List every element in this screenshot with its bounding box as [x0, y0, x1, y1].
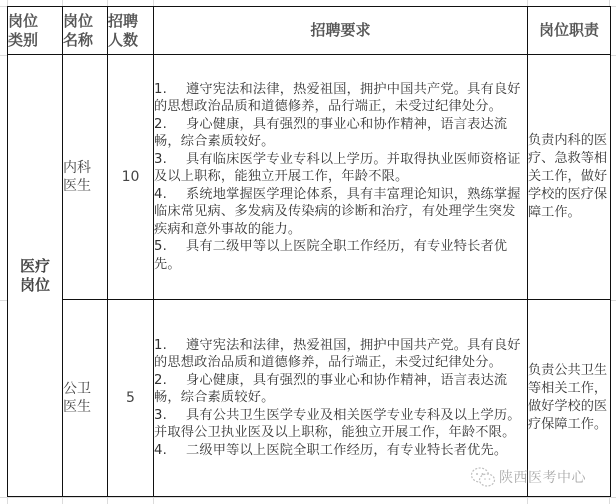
table-row: [8, 55, 611, 300]
header-post-name-line1: 岗位: [63, 11, 94, 30]
post-name-line2: 医生: [63, 178, 91, 194]
requirement-item: [154, 442, 527, 460]
post-name-cell: [63, 300, 108, 497]
requirement-number: 2.: [154, 116, 167, 132]
count-cell: 5: [108, 300, 154, 497]
category-line1: 医疗: [19, 256, 50, 275]
requirement-number: 1.: [154, 337, 167, 353]
requirement-item: [154, 116, 527, 151]
post-name-line1: 内科: [63, 160, 91, 176]
requirement-text: 具有公共卫生医学专业及相关医学专业专科及以上学历。并取得公卫执业医及以上职称，能独立开展工作，年龄不限。: [154, 407, 521, 441]
header-count: [108, 7, 154, 55]
post-name-line2: 医生: [63, 399, 91, 415]
header-category: [8, 7, 63, 55]
duties-cell: 负责内科的医疗、急救等相关工作，做好学校的医疗保障工作。: [528, 55, 611, 300]
requirement-text: 系统地掌握医学理论体系，具有丰富理论知识，熟练掌握临床常见病、多发病及传染病的诊断和治疗，有处理学生突发疾病和意外事故的能力。: [154, 186, 521, 237]
header-duties: 岗位职责: [528, 7, 611, 55]
requirement-text: 二级甲等以上医院全职工作经历，有专业特长者优先。: [186, 442, 508, 458]
header-post-name-line2: 名称: [63, 30, 94, 49]
requirement-number: 3.: [154, 407, 167, 423]
requirement-item: [154, 151, 527, 186]
gridline: [0, 497, 616, 498]
header-row: [8, 7, 611, 55]
requirement-number: 5.: [154, 239, 167, 255]
requirement-text: 身心健康，具有强烈的事业心和协作精神，语言表达流畅，综合素质较好。: [154, 372, 508, 406]
requirement-item: [154, 81, 527, 116]
header-category-line2: 类别: [8, 30, 39, 49]
requirement-number: 1.: [154, 81, 167, 97]
category-line2: 岗位: [19, 275, 50, 294]
requirement-number: 4.: [154, 186, 167, 202]
header-post-name: [63, 7, 108, 55]
category-cell: [8, 55, 63, 497]
requirement-number: 2.: [154, 372, 167, 388]
requirement-item: [154, 407, 527, 442]
requirement-number: 4.: [154, 442, 167, 458]
post-name-line1: 公卫: [63, 381, 91, 397]
requirement-item: [154, 186, 527, 239]
requirement-text: 遵守宪法和法律，热爱祖国，拥护中国共产党。具有良好的思想政治品质和道德修养，品行端正，未受过纪律处分。: [154, 81, 521, 115]
header-count-line2: 人数: [108, 30, 139, 49]
requirement-text: 遵守宪法和法律，热爱祖国，拥护中国共产党。具有良好的思想政治品质和道德修养，品行端正，未受过纪律处分。: [154, 337, 521, 371]
header-category-line1: 岗位: [8, 11, 39, 30]
requirement-text: 具有临床医学专业专科以上学历。并取得执业医师资格证及以上职称，能独立开展工作，年龄不限。: [154, 151, 521, 185]
requirement-item: [154, 238, 527, 273]
header-requirements: 招聘要求: [154, 7, 528, 55]
wechat-icon: [470, 466, 496, 488]
requirement-number: 3.: [154, 151, 167, 167]
duties-cell: 负责公共卫生等相关工作，做好学校的医疗保障工作。: [528, 300, 611, 497]
requirement-text: 具有二级甲等以上医院全职工作经历，有专业特长者优先。: [154, 239, 508, 272]
header-count-line1: 招聘: [108, 11, 139, 30]
watermark: [470, 466, 586, 488]
requirements-cell: [154, 55, 528, 300]
requirement-item: [154, 372, 527, 407]
post-name-cell: [63, 55, 108, 300]
requirement-text: 身心健康，具有强烈的事业心和协作精神，语言表达流畅，综合素质较好。: [154, 116, 508, 150]
recruitment-table: [7, 6, 611, 497]
requirement-item: [154, 337, 527, 372]
watermark-text: 陕西医考中心: [499, 470, 586, 486]
count-cell: 10: [108, 55, 154, 300]
